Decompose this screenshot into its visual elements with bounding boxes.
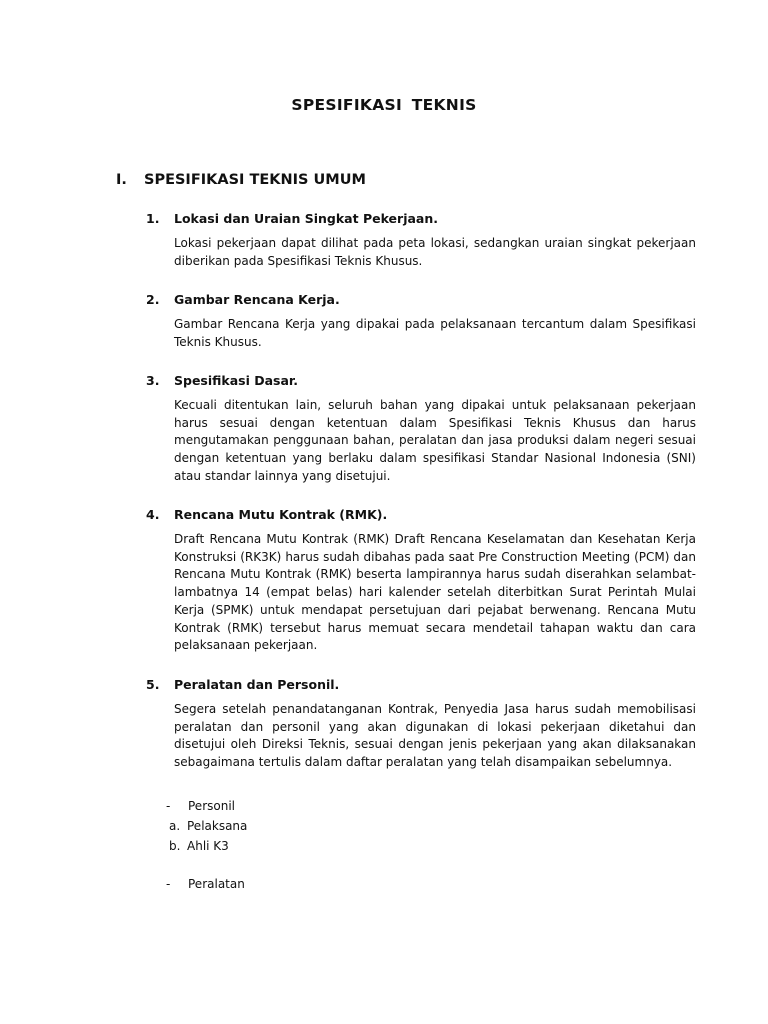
- item-number: 3.: [146, 373, 160, 388]
- item-heading-text: Gambar Rencana Kerja.: [174, 292, 340, 307]
- section-heading: [116, 172, 366, 188]
- spec-item-lokasi: [146, 210, 696, 270]
- spec-item-rmk: [146, 506, 696, 655]
- item-number: 1.: [146, 211, 160, 226]
- document-title: SPESIFIKASI TEKNIS: [291, 96, 477, 114]
- item-heading-text: Lokasi dan Uraian Singkat Pekerjaan.: [174, 211, 439, 226]
- list-dash: -: [166, 799, 171, 813]
- list-marker: b.: [169, 839, 181, 853]
- list-label: Peralatan: [188, 877, 245, 891]
- list-item-pelaksana: [169, 818, 247, 834]
- item-heading: [146, 676, 696, 694]
- item-heading: [146, 372, 696, 390]
- list-peralatan: [166, 876, 245, 892]
- list-item-text: Ahli K3: [187, 839, 229, 853]
- spec-item-peralatan-personil: [146, 676, 696, 772]
- item-heading-text: Rencana Mutu Kontrak (RMK).: [174, 507, 388, 522]
- section-title: SPESIFIKASI TEKNIS UMUM: [144, 172, 366, 188]
- list-label: Personil: [188, 799, 235, 813]
- item-heading: [146, 210, 696, 228]
- list-item-ahli-k3: [169, 838, 229, 854]
- list-dash: -: [166, 877, 171, 891]
- item-number: 5.: [146, 677, 160, 692]
- list-personil: [166, 798, 235, 814]
- item-heading: [146, 291, 696, 309]
- item-heading: [146, 506, 696, 524]
- spec-item-dasar: [146, 372, 696, 486]
- section-number: I.: [116, 172, 127, 188]
- item-number: 2.: [146, 292, 160, 307]
- item-body: Gambar Rencana Kerja yang dipakai pada pelaksanaan tercantum dalam Spesifikasi Teknis Khusus.: [174, 317, 696, 349]
- spec-item-gambar: [146, 291, 696, 351]
- item-body: Lokasi pekerjaan dapat dilihat pada peta lokasi, sedangkan uraian singkat pekerjaan diberikan pada Spesifikasi Teknis Khusus.: [174, 236, 696, 268]
- item-body: Kecuali ditentukan lain, seluruh bahan yang dipakai untuk pelaksanaan pekerjaan harus sesuai dengan ketentuan dalam Spesifikasi Teknis Khusus dan harus mengutamakan penggunaan bahan, peralatan dan jasa produksi dalam negeri sesuai dengan ketentuan yang berlaku dalam spesifikasi Standar Nasional Indonesia (SNI) atau standar lainnya yang disetujui.: [174, 398, 696, 483]
- item-heading-text: Spesifikasi Dasar.: [174, 373, 299, 388]
- item-body: Draft Rencana Mutu Kontrak (RMK) Draft Rencana Keselamatan dan Kesehatan Kerja Konstruksi (RK3K) harus sudah dibahas pada saat Pre Construction Meeting (PCM) dan Rencana Mutu Kontrak (RMK) beserta lampirannya harus sudah diserahkan selambat-lambatnya 14 (empat belas) hari kalender setelah diterbitkan Surat Perintah Mulai Kerja (SPMK) untuk mendapat persetujuan dari pejabat berwenang. Rencana Mutu Kontrak (RMK) tersebut harus memuat secara mendetail tahapan waktu dan cara pelaksanaan pekerjaan.: [174, 532, 696, 653]
- item-body: Segera setelah penandatanganan Kontrak, Penyedia Jasa harus sudah memobilisasi peralatan dan personil yang akan digunakan di lokasi pekerjaan diketahui dan disetujui oleh Direksi Teknis, sesuai dengan jenis pekerjaan yang akan dilaksanakan sebagaimana tertulis dalam daftar peralatan yang telah disampaikan sebelumnya.: [174, 702, 696, 770]
- list-item-text: Pelaksana: [187, 819, 248, 833]
- item-number: 4.: [146, 507, 160, 522]
- list-marker: a.: [169, 819, 181, 833]
- item-heading-text: Peralatan dan Personil.: [174, 677, 340, 692]
